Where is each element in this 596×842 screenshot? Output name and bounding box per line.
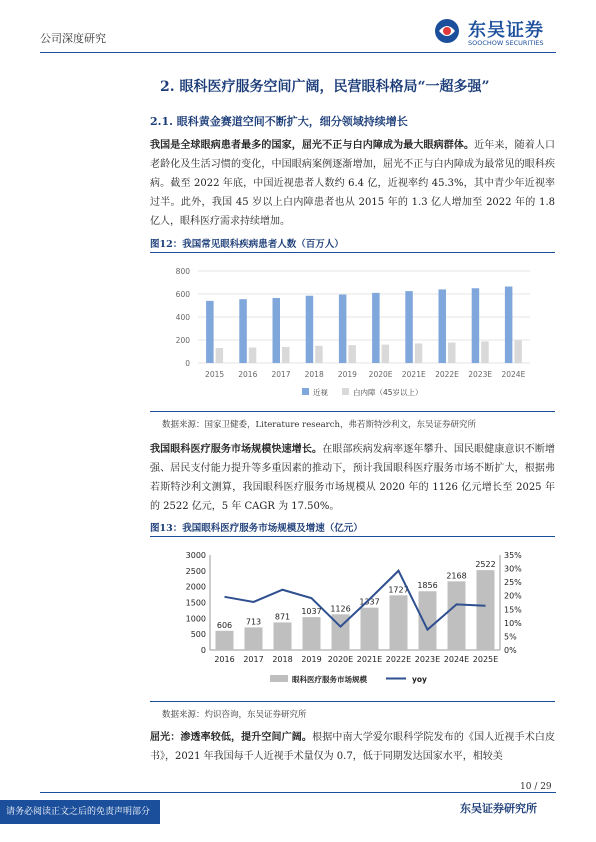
- y-tick-label: 1000: [185, 614, 206, 624]
- x-tick-label: 2021E: [401, 370, 426, 379]
- figure-12-caption: 图12：我国常见眼科疾病患者人数（百万人）: [150, 239, 344, 250]
- y-tick-label: 2500: [185, 566, 206, 576]
- x-tick-label: 2020E: [327, 655, 354, 664]
- y-tick-label: 600: [175, 290, 190, 299]
- x-tick-label: 2023E: [414, 655, 441, 664]
- data-label: 1337: [359, 597, 380, 607]
- x-tick-label: 2023E: [468, 370, 493, 379]
- y-tick-label: 200: [175, 336, 190, 345]
- report-category: 公司深度研究: [40, 32, 106, 45]
- bar: [514, 340, 522, 363]
- x-tick-label: 2017: [271, 370, 291, 379]
- x-tick-label: 2020E: [368, 370, 393, 379]
- paragraph-2-body: 在眼部疾病发病率逐年攀升、国民眼健康意识不断增强、居民支付能力提升等多重因素的推动下，预计我国眼科医疗服务市场不断扩大，根据弗若斯特沙利文测算，我国眼科医疗服务市场规模从 2020 年的 1126 亿元增长至 2025 年的 2522 亿元，5 年 CAGR 为 17.50%。: [150, 444, 556, 512]
- y2-tick-label: 10%: [504, 618, 522, 628]
- figure-12-source: 数据来源：国家卫健委，Literature research，弗若斯特沙利文，东吴证券研究所: [162, 420, 476, 430]
- paragraph-3: [150, 728, 555, 766]
- data-label: 713: [245, 617, 262, 627]
- data-label: 871: [274, 612, 291, 622]
- bar: [477, 570, 495, 650]
- paragraph-2: [150, 440, 555, 516]
- footer-rule: [40, 792, 556, 793]
- data-label: 1126: [330, 604, 351, 614]
- logo-mark-icon: [434, 18, 460, 44]
- x-tick-label: 2022E: [385, 655, 412, 664]
- figure-13-frame: [150, 536, 555, 702]
- bar: [415, 343, 423, 363]
- data-label: 2522: [475, 560, 496, 570]
- x-tick-label: 2021E: [356, 655, 383, 664]
- legend-label: yoy: [412, 675, 427, 684]
- subsection-heading: 2.1. 眼科黄金赛道空间不断扩大，细分领域持续增长: [150, 115, 408, 128]
- bar: [472, 288, 480, 363]
- footer-org-name: 东吴证券研究所: [460, 802, 537, 815]
- legend-label: 近视: [313, 388, 328, 397]
- company-logo: [434, 14, 554, 50]
- logo-en-text: SOOCHOW SECURITIES: [468, 39, 544, 47]
- x-tick-label: 2018: [304, 370, 324, 379]
- bar: [361, 608, 379, 650]
- bar: [306, 296, 314, 363]
- bar: [348, 345, 356, 363]
- x-tick-label: 2025E: [472, 655, 499, 664]
- bar: [382, 345, 390, 363]
- paragraph-3-body: 根据中南大学爱尔眼科学院发布的《国人近视手术白皮书》，2021 年我国每千人近视手术量仅为 0.7，低于同期发达国家水平，相较美: [150, 732, 556, 762]
- y2-tick-label: 5%: [504, 632, 517, 642]
- x-tick-label: 2022E: [435, 370, 459, 379]
- data-label: 2168: [446, 571, 467, 581]
- bar: [405, 291, 413, 363]
- bar: [274, 622, 292, 650]
- figure-13-caption: 图13：我国眼科医疗服务市场规模及增速（亿元）: [150, 523, 363, 534]
- bar: [249, 347, 256, 363]
- paragraph-1-body: 近年来，随着人口老龄化及生活习惯的变化，中国眼病案例逐渐增加，屈光不正与白内障成为最常见的眼科疾病。截至 2022 年底，中国近视患者人数约 6.4 亿，近视率约 45.3%，其中青少年近视率过半。此外，我国 45 岁以上白内障患者也从 2015 年的 1.3 亿人增加至 2022 年的 1.8 亿人，眼科医疗需求持续增加。: [150, 140, 556, 227]
- section-heading: 2. 眼科医疗服务空间广阔，民营眼科格局“一超多强”: [160, 79, 490, 95]
- paragraph-1-lead: 我国是全球眼病患者最多的国家，屈光不正与白内障成为最大眼病群体。: [150, 140, 475, 151]
- x-tick-label: 2016: [214, 655, 235, 664]
- y-tick-label: 0: [185, 359, 190, 368]
- bar: [245, 627, 263, 650]
- bar: [505, 287, 513, 363]
- bar: [206, 301, 214, 363]
- y2-tick-label: 30%: [504, 564, 522, 574]
- y-tick-label: 0: [200, 646, 206, 655]
- figure-12-chart: [150, 253, 555, 411]
- x-tick-label: 2016: [238, 370, 258, 379]
- paragraph-3-lead: 屈光：渗透率较低，提升空间广阔。: [150, 732, 313, 743]
- bar: [216, 631, 234, 650]
- paragraph-2-lead: 我国眼科医疗服务市场规模快速增长。: [150, 444, 323, 455]
- data-label: 1727: [388, 585, 409, 595]
- data-label: 1037: [301, 607, 322, 617]
- y2-tick-label: 0%: [504, 646, 517, 655]
- disclaimer-banner: 请务必阅读正文之后的免责声明部分: [0, 800, 160, 824]
- bar: [390, 595, 408, 650]
- bar: [239, 299, 247, 363]
- y2-tick-label: 35%: [504, 551, 522, 560]
- figure-12-frame: [150, 252, 555, 412]
- y-tick-label: 2000: [185, 582, 206, 592]
- bar: [372, 293, 380, 363]
- y2-tick-label: 25%: [504, 578, 522, 588]
- y-tick-label: 3000: [185, 551, 206, 560]
- y-tick-label: 500: [190, 630, 206, 640]
- y-tick-label: 400: [175, 313, 190, 322]
- bar: [419, 591, 437, 650]
- page-number: 10 / 29: [520, 782, 552, 792]
- legend-swatch: [270, 675, 288, 682]
- bar: [282, 347, 290, 363]
- x-tick-label: 2019: [337, 370, 357, 379]
- x-tick-label: 2024E: [443, 655, 470, 664]
- bar: [303, 617, 321, 650]
- y-tick-label: 800: [175, 267, 190, 276]
- bar: [481, 341, 489, 363]
- legend-label: 白内障（45岁以上）: [353, 388, 423, 397]
- legend-swatch: [302, 388, 309, 395]
- header-rule: [40, 52, 556, 53]
- bar: [448, 343, 456, 363]
- y-tick-label: 1500: [185, 598, 206, 608]
- bar: [339, 295, 347, 363]
- x-tick-label: 2017: [243, 655, 264, 664]
- paragraph-1: [150, 136, 555, 231]
- data-label: 606: [216, 620, 233, 630]
- bar: [216, 348, 224, 363]
- logo-cn-text: 东吴证券: [468, 20, 544, 41]
- y2-tick-label: 15%: [504, 605, 522, 615]
- x-tick-label: 2015: [205, 370, 225, 379]
- bar: [439, 289, 447, 363]
- legend-label: 眼科医疗服务市场规模: [292, 675, 367, 684]
- bar: [448, 581, 466, 650]
- bar: [273, 298, 281, 363]
- legend-swatch: [342, 388, 349, 395]
- x-tick-label: 2019: [301, 655, 322, 664]
- bar: [315, 346, 323, 363]
- data-label: 1856: [417, 581, 438, 591]
- x-tick-label: 2024E: [501, 370, 526, 379]
- figure-13-source: 数据来源：灼识咨询，东吴证券研究所: [162, 710, 307, 720]
- y2-tick-label: 20%: [504, 591, 522, 601]
- figure-13-chart: [150, 537, 555, 701]
- x-tick-label: 2018: [272, 655, 293, 664]
